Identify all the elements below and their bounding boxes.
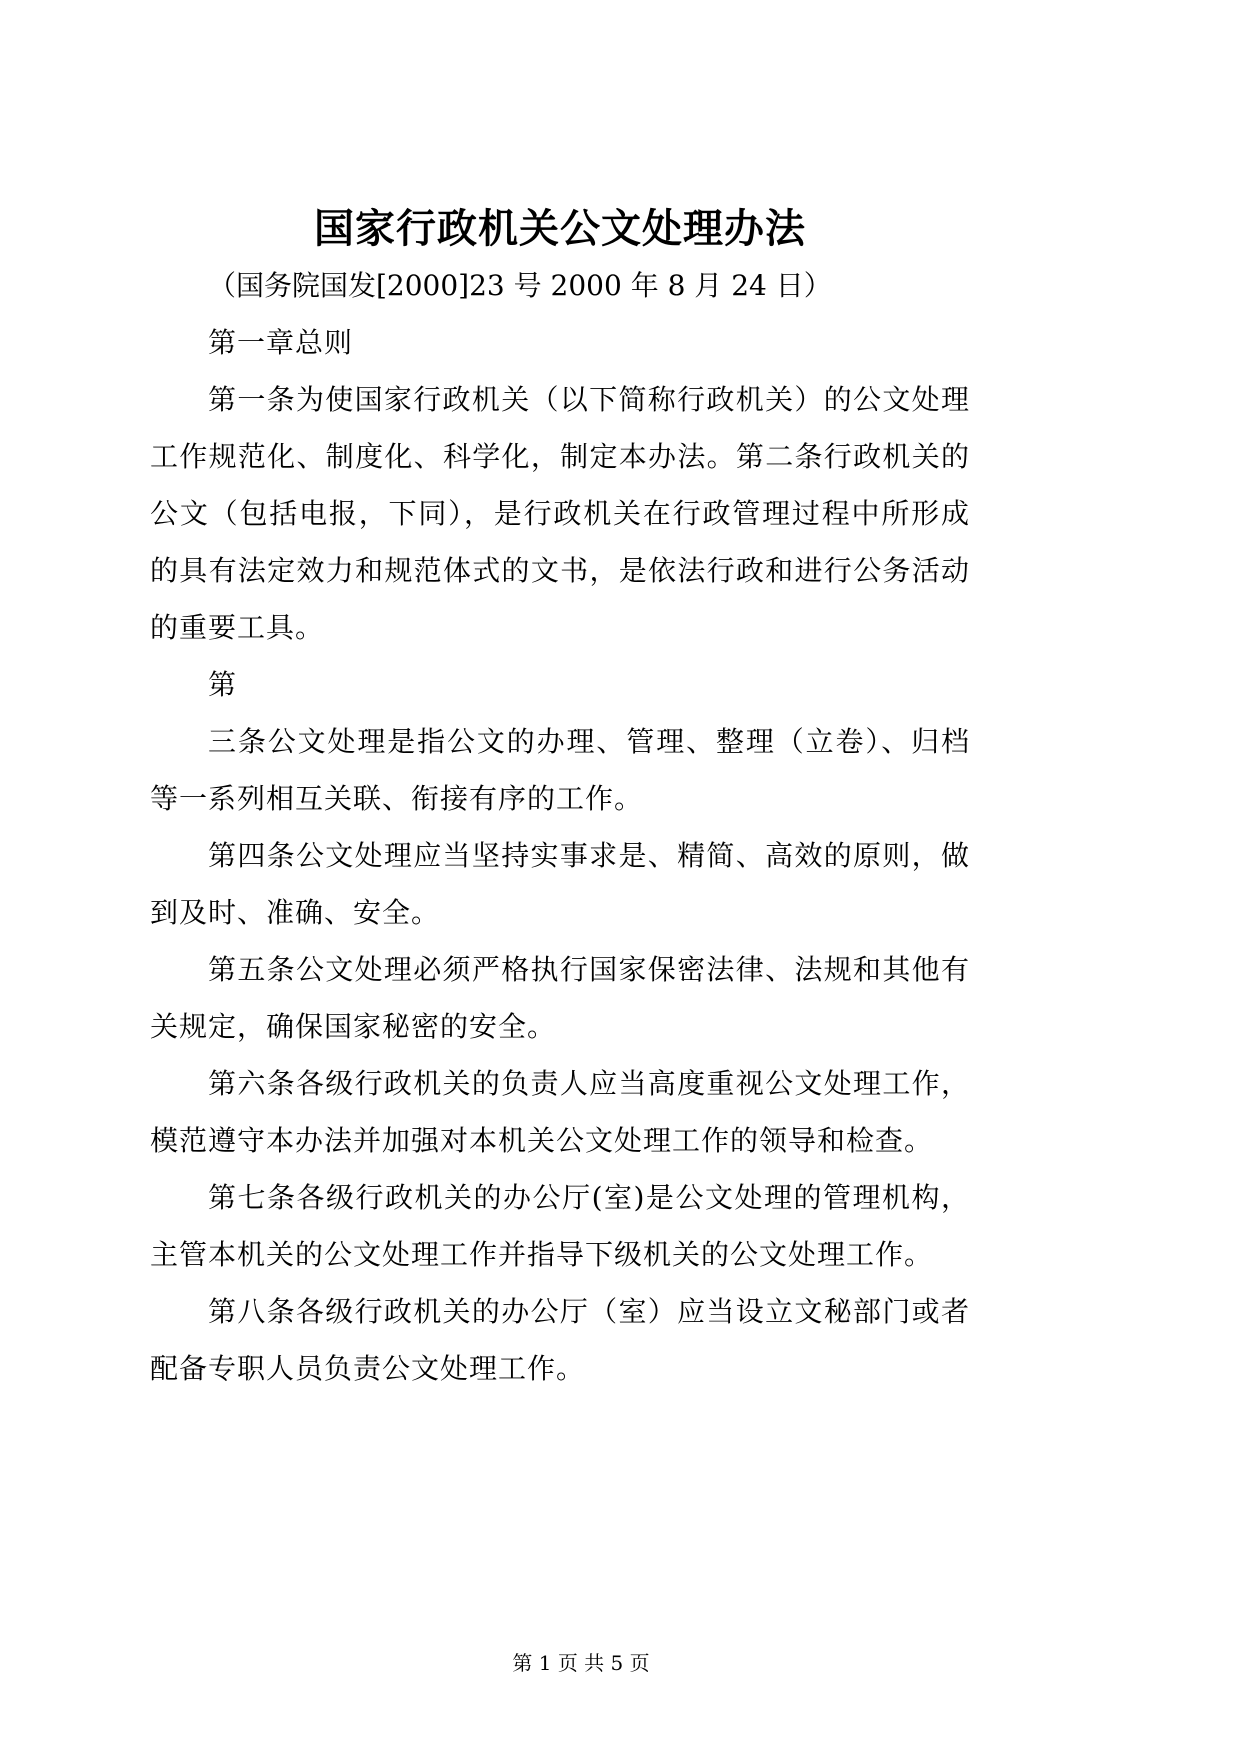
paragraph-line: 第一章总则 [208, 326, 354, 359]
paragraph [150, 941, 970, 1055]
paragraph [150, 827, 970, 941]
paragraph-line: 主管本机关的公文处理工作并指导下级机关的公文处理工作。 [150, 1238, 934, 1271]
paragraph-line: 第一条为使国家行政机关（以下简称行政机关）的公文处理 [208, 383, 970, 416]
paragraph-line: 第六条各级行政机关的负责人应当高度重视公文处理工作， [208, 1067, 970, 1100]
paragraph-line: 模范遵守本办法并加强对本机关公文处理工作的领导和检查。 [150, 1124, 934, 1157]
paragraph-line: 关规定，确保国家秘密的安全。 [150, 1010, 557, 1043]
paragraph-line: 第七条各级行政机关的办公厅(室)是公文处理的管理机构， [208, 1181, 970, 1214]
paragraph [150, 1055, 970, 1169]
document-title: 国家行政机关公文处理办法 [314, 205, 806, 252]
paragraph-line: 第八条各级行政机关的办公厅（室）应当设立文秘部门或者 [208, 1295, 970, 1328]
paragraph [150, 656, 970, 713]
paragraph-line: 第 [208, 668, 238, 701]
paragraph [150, 713, 970, 827]
paragraph-line: 的重要工具。 [150, 611, 325, 644]
paragraph-line: 等一系列相互关联、衔接有序的工作。 [150, 782, 644, 815]
paragraph-line: 公文（包括电报，下同），是行政机关在行政管理过程中所形成 [150, 497, 970, 530]
chapter-heading [150, 314, 970, 371]
paragraph [150, 371, 970, 656]
page-number: 第 1 页 共 5 页 [512, 1651, 650, 1675]
paragraph-line: 三条公文处理是指公文的办理、管理、整理（立卷）、归档 [208, 725, 970, 758]
paragraph-line: 到及时、准确、安全。 [150, 896, 441, 929]
paragraph-line: 配备专职人员负责公文处理工作。 [150, 1352, 586, 1385]
paragraph-line: 的具有法定效力和规范体式的文书，是依法行政和进行公务活动 [150, 554, 970, 587]
document-subtitle: （国务院国发[2000]23 号 2000 年 8 月 24 日） [208, 269, 832, 302]
paragraph-line: 第四条公文处理应当坚持实事求是、精简、高效的原则，做 [208, 839, 970, 872]
document-body [150, 200, 970, 1397]
paragraph-line: 第五条公文处理必须严格执行国家保密法律、法规和其他有 [208, 953, 970, 986]
paragraph [150, 1169, 970, 1283]
paragraph [150, 1283, 970, 1397]
paragraph-line: 工作规范化、制度化、科学化，制定本办法。第二条行政机关的 [150, 440, 970, 473]
